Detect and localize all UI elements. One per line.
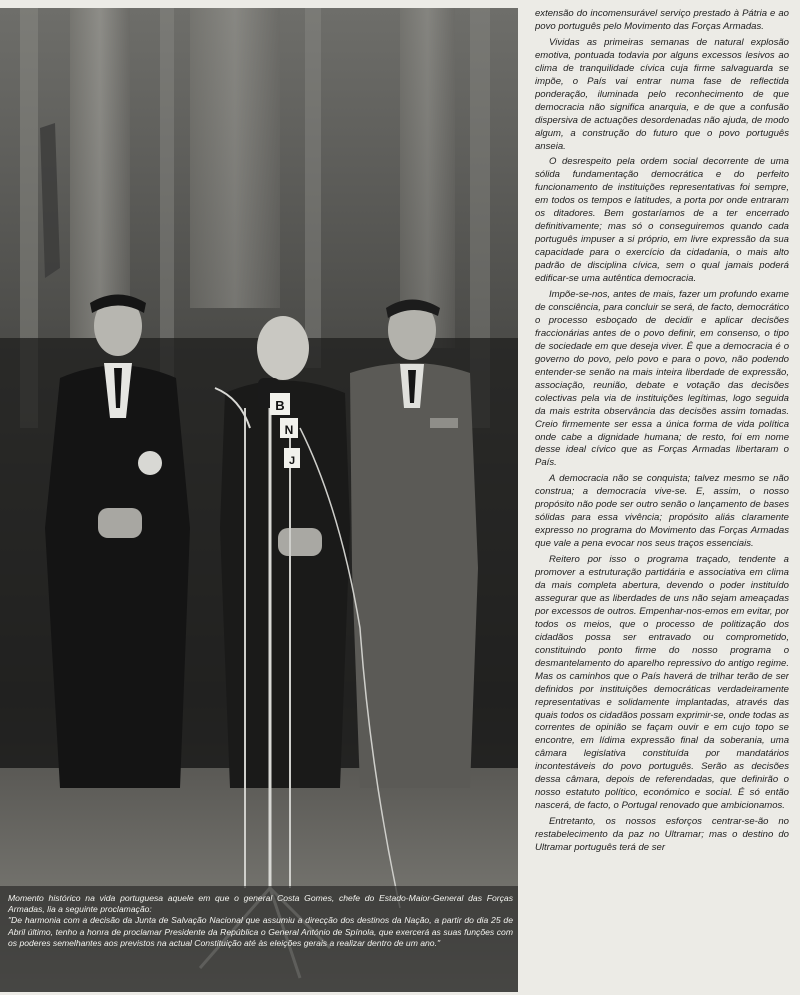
paragraph: extensão do incomensurável serviço prestado à Pátria e ao povo português pelo Movimento das Forças Armadas. [535,8,789,32]
officer-right [350,300,478,789]
article-column [535,8,789,993]
paragraph: Vividas as primeiras semanas de natural explosão emotiva, pontuada todavia por alguns excessos lesivos ao clima de tranquilidade cívica cuja firme salvaguarda se impõe, o País vai entrar numa fase de reflectida ponderação, iluminada pelo reconhecimento de que democracia não significa anarquia, e de que a confusão dispersiva de actuações desordenadas não ajuda, de modo algum, a construção do futuro que o povo português anseia. [535,36,789,152]
photo-caption [8,893,513,949]
mic-label-j: J [288,455,296,467]
paragraph: A democracia não se conquista; talvez mesmo se não construa; a democracia vive-se. E, assim, o nosso propósito não pode ser outro senão o lançamento de bases sólidas para essa vivência; propósito aliás claramente expresso no programa do Movimento das Forças Armadas que vale a pena evocar nos seus traços essenciais. [535,473,789,550]
paragraph: Impõe-se-nos, antes de mais, fazer um profundo exame de consciência, para concluir se será, de facto, democrático o processo esboçado de decidir e aplicar decisões fraccionárias antes de o povo definir, em consenso, o tipo de sociedade em que deseja viver. É que a democracia é o governo do povo, pelo povo e para o povo, não podendo entender-se senão na mais inteira liberdade de expressão, associação, reunião, debate e votação das decisões colectivas pela via de instituições legítimas, logo seguida da mais estrita observância das decisões assim tomadas. Creio firmemente ser essa a única forma de vida política onde cabe a dignidade humana; de resto, foi em nome desse ideal cívico que as Forças Armadas libertaram o País. [535,289,789,469]
mic-label-b: B [275,398,285,413]
paragraph: Reitero por isso o programa traçado, tendente a promover a estruturação partidária e associativa em clima da mais completa abertura, devendo o poder instituído assegurar que as liberdades de uns não sejam ameaçadas por excessos de outros. Empenhar-nos-emos em evitar, por todos os meios, que o processo de politização dos cidadãos possa ser entravado ou comprometido, constituindo ponto firme do nosso programa o desmantelamento do aparelho repressivo do antigo regime. Mas os caminhos que o País haverá de trilhar terão de ser definidos por instituições democráticas verdadeiramente representativas e solidamente implantadas, através das quais todos os cidadãos possam exprimir-se, onde todas as correntes de opinião se façam ouvir e em cujo topo se encontre, em lídima expressão final da soberania, uma câmara legislativa constituída por mandatários incontestáveis do povo português. Serão as decisões dessa câmara, depois de referendadas, que definirão o nosso estatuto político, económico e social. É só então nascerá, de facto, o Portugal renovado que ambicionamos. [535,554,789,812]
paragraph: Entretanto, os nossos esforços centrar-se-ão no restabelecimento da paz no Ultramar; mas o destino do Ultramar português terá de ser [535,816,789,854]
paragraph: O desrespeito pela ordem social decorrente de uma sólida fundamentação democrática e do perfeito funcionamento de instituições representativas foi sempre, em todos os tempos e latitudes, a porta por onde entraram os ditadores. Bem gostaríamos de a ter encerrado definitivamente; mas só o conseguiremos quando cada português impuser a si próprio, em livre expressão da sua capacidade para o exercício da cidadania, o mais alto padrão de disciplina cívica, sem o qual jamais poderá edificar-se uma autêntica democracia. [535,156,789,285]
caption-intro: Momento histórico na vida portuguesa aquele em que o general Costa Gomes, chefe do Estado-Maior-General das Forças Armadas, lia a seguinte proclamação: [8,893,513,915]
photo-illustration [0,8,518,992]
mic-label-n: N [284,423,294,437]
photograph [0,8,518,992]
caption-quote: "De harmonia com a decisão da Junta de Salvação Nacional que assumiu a direcção dos destinos da Nação, a partir do dia 25 de Abril último, tenho a honra de proclamar Presidente da República o General António de Spínola, que exercerá as suas funções com os poderes semelhantes aos previstos na actual Constituição até às eleições gerais a realizar dentro de um ano." [8,915,513,948]
